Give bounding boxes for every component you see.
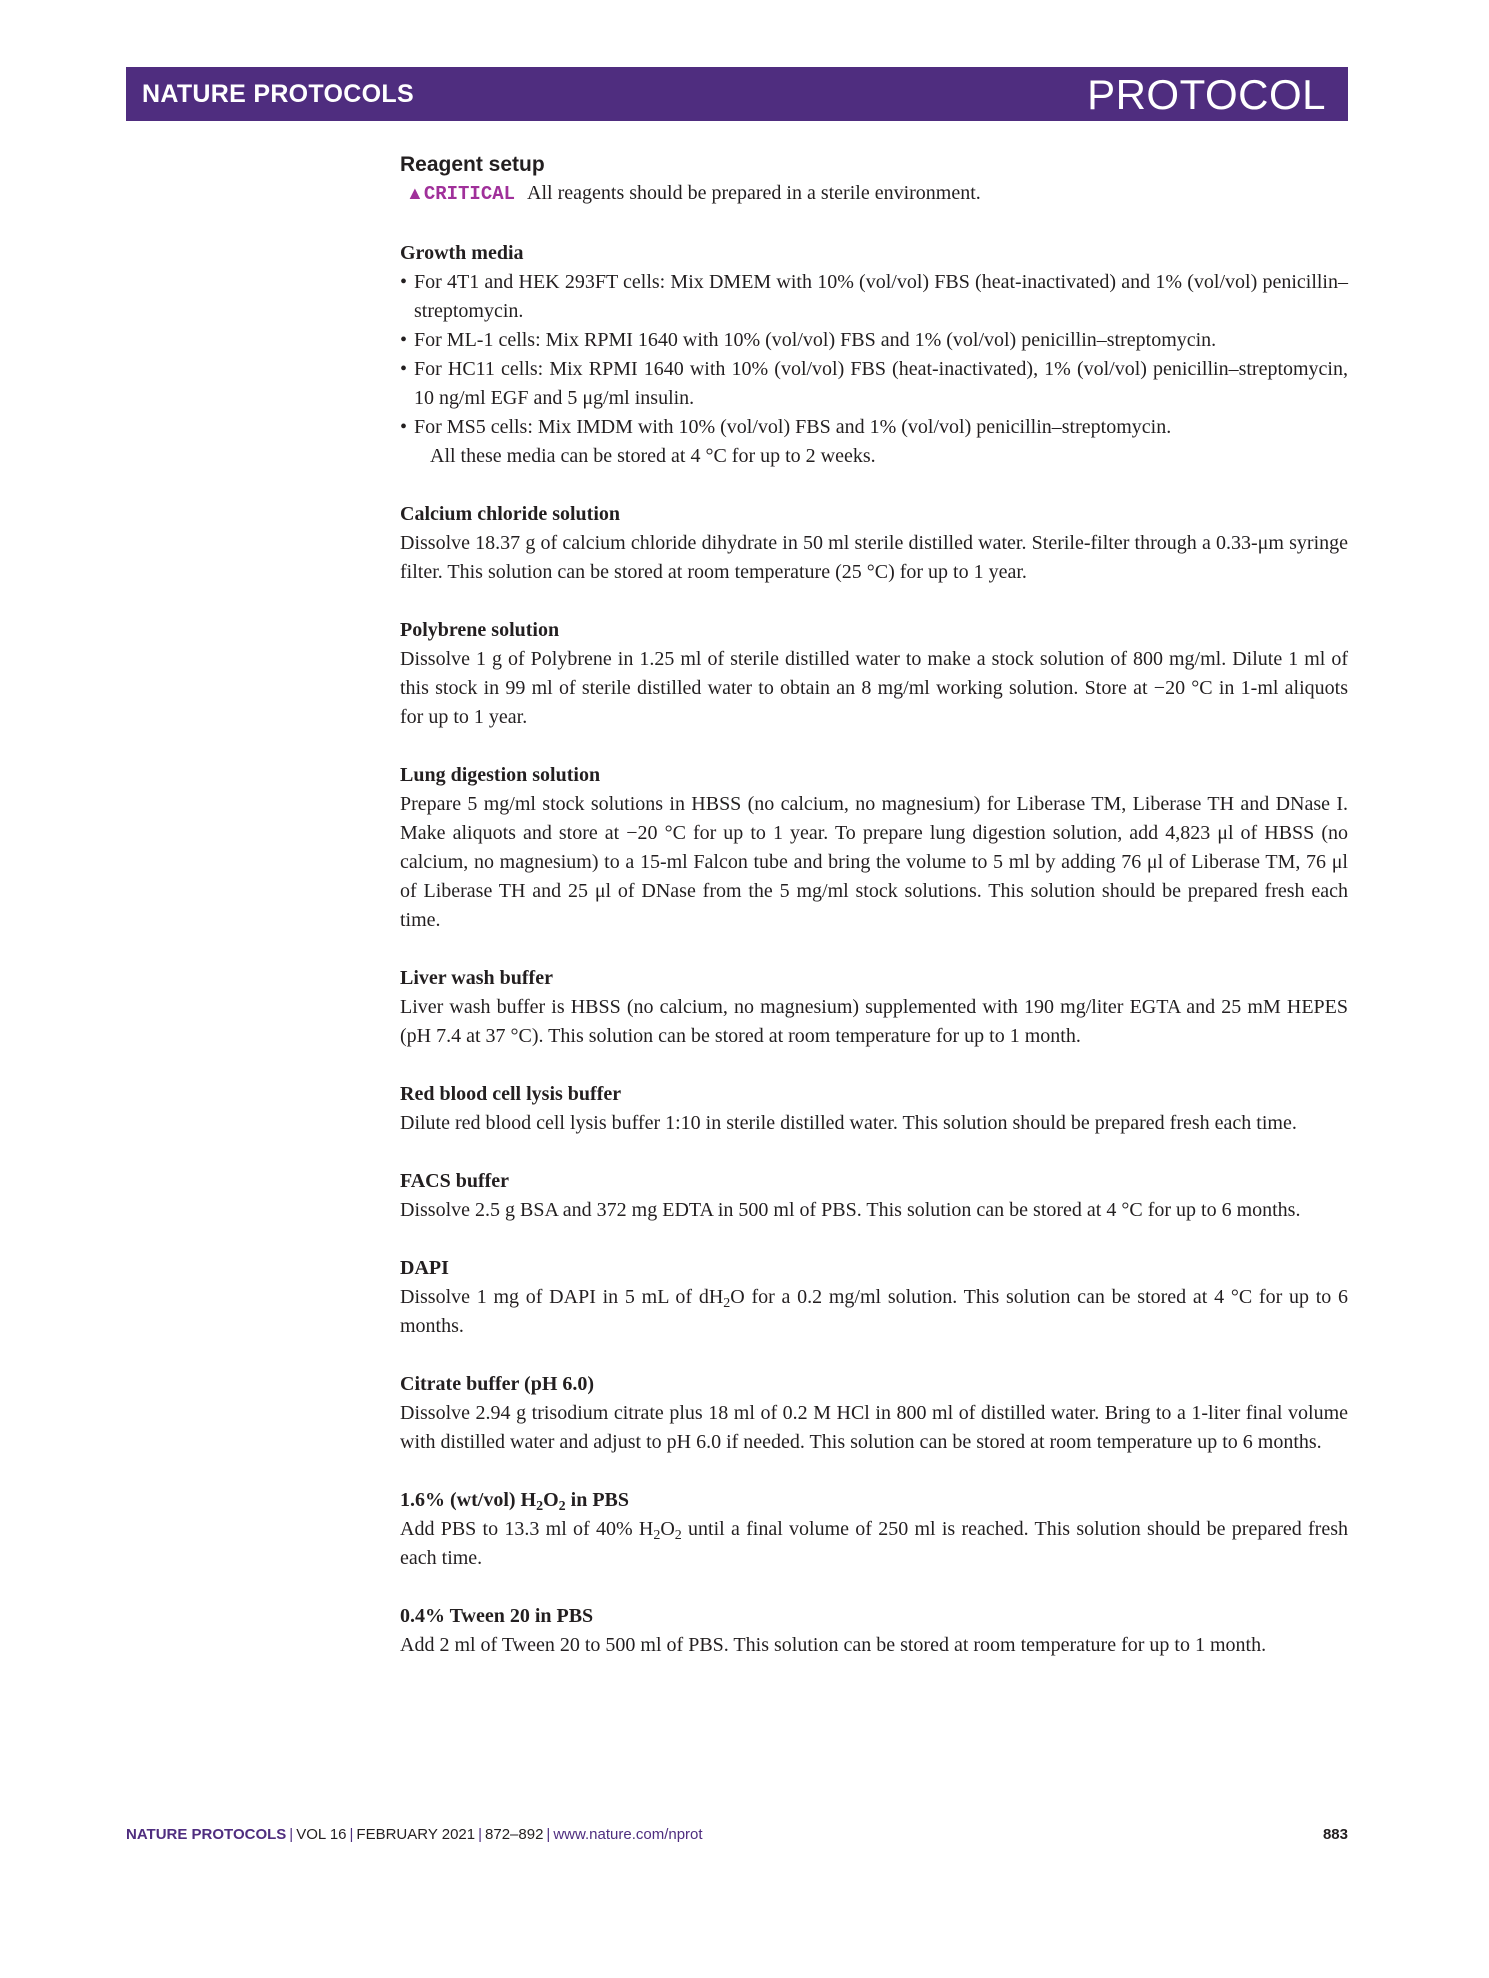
reagent-setup-content	[400, 150, 1348, 1689]
list-item: • For ML-1 cells: Mix RPMI 1640 with 10% (vol/vol) FBS and 1% (vol/vol) penicillin–streptomycin.	[400, 326, 1348, 355]
growth-media-title: Growth media	[400, 242, 524, 264]
section-title: DAPI	[400, 1257, 449, 1279]
critical-label: CRITICAL	[423, 183, 516, 205]
section-body: Dissolve 1 g of Polybrene in 1.25 ml of sterile distilled water to make a stock solution of 800 mg/ml. Dilute 1 ml of this stock in 99 ml of sterile distilled water to obtain an 8 mg/ml working solution. Store at −20 °C in 1-ml aliquots for up to 1 year.	[400, 648, 1348, 728]
dapi-section	[400, 1254, 1348, 1341]
footer-separator: |	[478, 1826, 483, 1843]
lung-digestion-section	[400, 761, 1348, 935]
critical-triangle-icon: ▲	[406, 183, 424, 203]
footer-pages: 872–892	[485, 1826, 544, 1843]
list-item: • For MS5 cells: Mix IMDM with 10% (vol/vol) FBS and 1% (vol/vol) penicillin–streptomycin.	[400, 413, 1348, 442]
section-body: Dissolve 1 mg of DAPI in 5 mL of $dH_2O$ for a 0.2 mg/ml solution. This solution can be stored at 4 °C for up to 6 months.	[400, 1286, 1349, 1337]
facs-section	[400, 1167, 1348, 1225]
footer-url-link[interactable]: www.nature.com/nprot	[553, 1826, 703, 1843]
reagent-setup-title: Reagent setup	[400, 153, 545, 176]
growth-media-list	[400, 268, 1348, 442]
page-footer	[126, 1826, 1348, 1843]
footer-separator: |	[349, 1826, 354, 1843]
liver-wash-section	[400, 964, 1348, 1051]
list-item: • For HC11 cells: Mix RPMI 1640 with 10% (vol/vol) FBS (heat-inactivated), 1% (vol/vol) penicillin–streptomycin, 10 ng/ml EGF and 5 μg/ml insulin.	[400, 355, 1348, 413]
section-body: Liver wash buffer is HBSS (no calcium, no magnesium) supplemented with 190 mg/liter EGTA and 25 mM HEPES (pH 7.4 at 37 °C). This solution can be stored at room temperature for up to 1 month.	[400, 996, 1348, 1047]
section-body: Dilute red blood cell lysis buffer 1:10 in sterile distilled water. This solution should be prepared fresh each time.	[400, 1112, 1297, 1134]
journal-name: NATURE PROTOCOLS	[142, 80, 414, 108]
article-type: PROTOCOL	[1087, 71, 1326, 118]
section-title: Liver wash buffer	[400, 967, 553, 989]
polybrene-section	[400, 616, 1348, 732]
section-body: Dissolve 2.94 g trisodium citrate plus 18 ml of 0.2 M HCl in 800 ml of distilled water. Bring to a 1-liter final volume with distilled water and adjust to pH 6.0 if needed. This solution can be stored at room temperature up to 6 months.	[400, 1402, 1348, 1453]
footer-separator: |	[289, 1826, 294, 1843]
section-body: Prepare 5 mg/ml stock solutions in HBSS (no calcium, no magnesium) for Liberase TM, Liberase TH and DNase I. Make aliquots and store at −20 °C for up to 1 year. To prepare lung digestion solution, add 4,823 μl of HBSS (no calcium, no magnesium) to a 15-ml Falcon tube and bring the volume to 5 ml by adding 76 μl of Liberase TM, 76 μl of Liberase TH and 25 μl of DNase from the 5 mg/ml stock solutions. This solution should be prepared fresh each time.	[400, 793, 1348, 931]
h2o2-section	[400, 1486, 1348, 1573]
calcium-chloride-section	[400, 500, 1348, 587]
tween-section	[400, 1602, 1348, 1660]
bullet-icon: •	[400, 271, 408, 293]
section-title: Calcium chloride solution	[400, 503, 621, 525]
section-title: Red blood cell lysis buffer	[400, 1083, 622, 1105]
bullet-icon: •	[400, 358, 408, 380]
section-body: Add 2 ml of Tween 20 to 500 ml of PBS. This solution can be stored at room temperature for up to 1 month.	[400, 1634, 1267, 1656]
rbc-lysis-section	[400, 1080, 1348, 1138]
footer-date: FEBRUARY 2021	[356, 1826, 476, 1843]
footer-volume: VOL 16	[296, 1826, 347, 1843]
section-title: 1.6% (wt/vol) $H_2O_2$ in PBS	[400, 1489, 630, 1514]
page-number: 883	[1322, 1826, 1348, 1843]
section-title: FACS buffer	[400, 1170, 510, 1192]
footer-journal: NATURE PROTOCOLS	[126, 1826, 287, 1843]
section-body: Add PBS to 13.3 ml of 40% $H_2O_2$ until a final volume of 250 ml is reached. This solution should be prepared fresh each time.	[400, 1518, 1348, 1569]
list-item: • For 4T1 and HEK 293FT cells: Mix DMEM with 10% (vol/vol) FBS (heat-inactivated) and 1% (vol/vol) penicillin–streptomycin.	[400, 268, 1348, 326]
journal-header-bar	[126, 67, 1348, 121]
footer-separator: |	[546, 1826, 551, 1843]
critical-text: All reagents should be prepared in a sterile environment.	[527, 182, 981, 204]
citrate-section	[400, 1370, 1348, 1457]
section-title: Polybrene solution	[400, 619, 560, 641]
section-body: Dissolve 18.37 g of calcium chloride dihydrate in 50 ml sterile distilled water. Sterile-filter through a 0.33-μm syringe filter. This solution can be stored at room temperature (25 °C) for up to 1 year.	[400, 532, 1348, 583]
section-title: 0.4% Tween 20 in PBS	[400, 1605, 594, 1627]
section-title: Lung digestion solution	[400, 764, 601, 786]
section-body: Dissolve 2.5 g BSA and 372 mg EDTA in 500 ml of PBS. This solution can be stored at 4 °C for up to 6 months.	[400, 1199, 1301, 1221]
growth-media-section	[400, 239, 1348, 471]
section-title: Citrate buffer (pH 6.0)	[400, 1373, 595, 1395]
growth-media-note: All these media can be stored at 4 °C for up to 2 weeks.	[430, 445, 876, 467]
bullet-icon: •	[400, 416, 408, 438]
bullet-icon: •	[400, 329, 408, 351]
critical-note	[406, 179, 1348, 209]
